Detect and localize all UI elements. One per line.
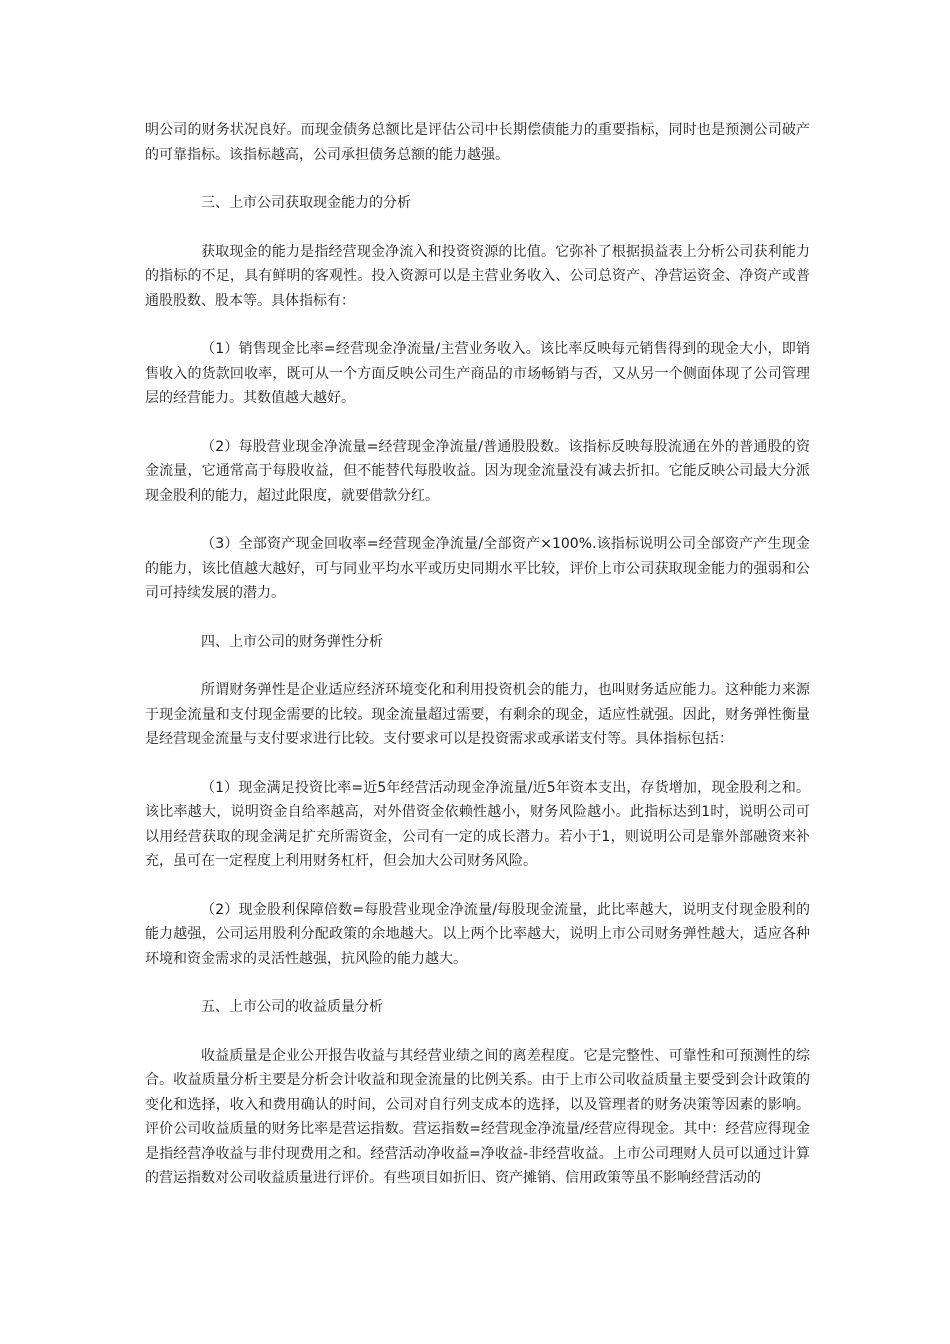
document-page — [145, 118, 810, 1215]
paragraph-cash-ability-intro: 获取现金的能力是指经营现金净流入和投资资源的比值。它弥补了根据损益表上分析公司获利能力的指标的不足，具有鲜明的客观性。投入资源可以是主营业务收入、公司总资产、净营运资金、净资产或普通股股数、股本等。具体指标有： — [145, 243, 810, 309]
paragraph-cash-investment-ratio: （1）现金满足投资比率=近5年经营活动现金净流量/近5年资本支出，存货增加，现金股利之和。该比率越大，说明资金自给率越高，对外借资金依赖性越小，财务风险越小。此指标达到1时，说明公司可以用经营获取的现金满足扩充所需资金，公司有一定的成长潜力。若小于1，则说明公司是靠外部融资来补充，虽可在一定程度上利用财务杠杆，但会加大公司财务风险。 — [145, 779, 810, 869]
paragraph-financial-flexibility-intro: 所谓财务弹性是企业适应经济环境变化和利用投资机会的能力，也叫财务适应能力。这种能力来源于现金流量和支付现金需要的比较。现金流量超过需要，有剩余的现金，适应性就强。因此，财务弹性衡量是经营现金流量与支付要求进行比较。支付要求可以是投资需求或承诺支付等。具体指标包括： — [145, 682, 810, 747]
paragraph-asset-cash-recovery: （3）全部资产现金回收率=经营现金净流量/全部资产×100%.该指标说明公司全部资产产生现金的能力，该比值越大越好，可与同业平均水平或历史同期水平比较，评价上市公司获取现金能力的强弱和公司可持续发展的潜力。 — [145, 536, 810, 601]
paragraph-earnings-quality: 收益质量是企业公开报告收益与其经营业绩之间的离差程度。它是完整性、可靠性和可预测性的综合。收益质量分析主要是分析会计收益和现金流量的比例关系。由于上市公司收益质量主要受到会计政策的变化和选择，收入和费用确认的时间，公司对自行列支成本的选择，以及管理者的财务决策等因素的影响。评价公司收益质量的财务比率是营运指数。营运指数=经营现金净流量/经营应得现金。其中：经营应得现金是指经营净收益与非付现费用之和。经营活动净收益=净收益-非经营收益。上市公司理财人员可以通过计算的营运指数对公司收益质量进行评价。有些项目如折旧、资产摊销、信用政策等虽不影响经营活动的 — [145, 1047, 810, 1186]
section-heading-5: 五、上市公司的收益质量分析 — [201, 999, 383, 1015]
paragraph-continuation: 明公司的财务状况良好。而现金债务总额比是评估公司中长期偿债能力的重要指标，同时也是预测公司破产的可靠指标。该指标越高，公司承担债务总额的能力越强。 — [145, 122, 810, 163]
section-heading-4: 四、上市公司的财务弹性分析 — [201, 633, 383, 650]
paragraph-sales-cash-ratio: （1）销售现金比率=经营现金净流量/主营业务收入。该比率反映每元销售得到的现金大小，即销售收入的货款回收率，既可从一个方面反映公司生产商品的市场畅销与否，又从另一个侧面体现了公司管理层的经营能力。其数值越大越好。 — [145, 341, 810, 406]
paragraph-operating-cash-per-share: （2）每股营业现金净流量=经营现金净流量/普通股股数。该指标反映每股流通在外的普通股的资金流量，它通常高于每股收益，但不能替代每股收益。因为现金流量没有减去折扣。它能反映公司最大分派现金股利的能力，超过此限度，就要借款分红。 — [145, 438, 810, 504]
section-heading-3: 三、上市公司获取现金能力的分析 — [201, 195, 411, 211]
paragraph-dividend-coverage: （2）现金股利保障倍数=每股营业现金净流量/每股现金流量，此比率越大，说明支付现金股利的能力越强，公司运用股利分配政策的余地越大。以上两个比率越大，说明上市公司财务弹性越大，适应各种环境和资金需求的灵活性越强，抗风险的能力越大。 — [145, 901, 810, 967]
